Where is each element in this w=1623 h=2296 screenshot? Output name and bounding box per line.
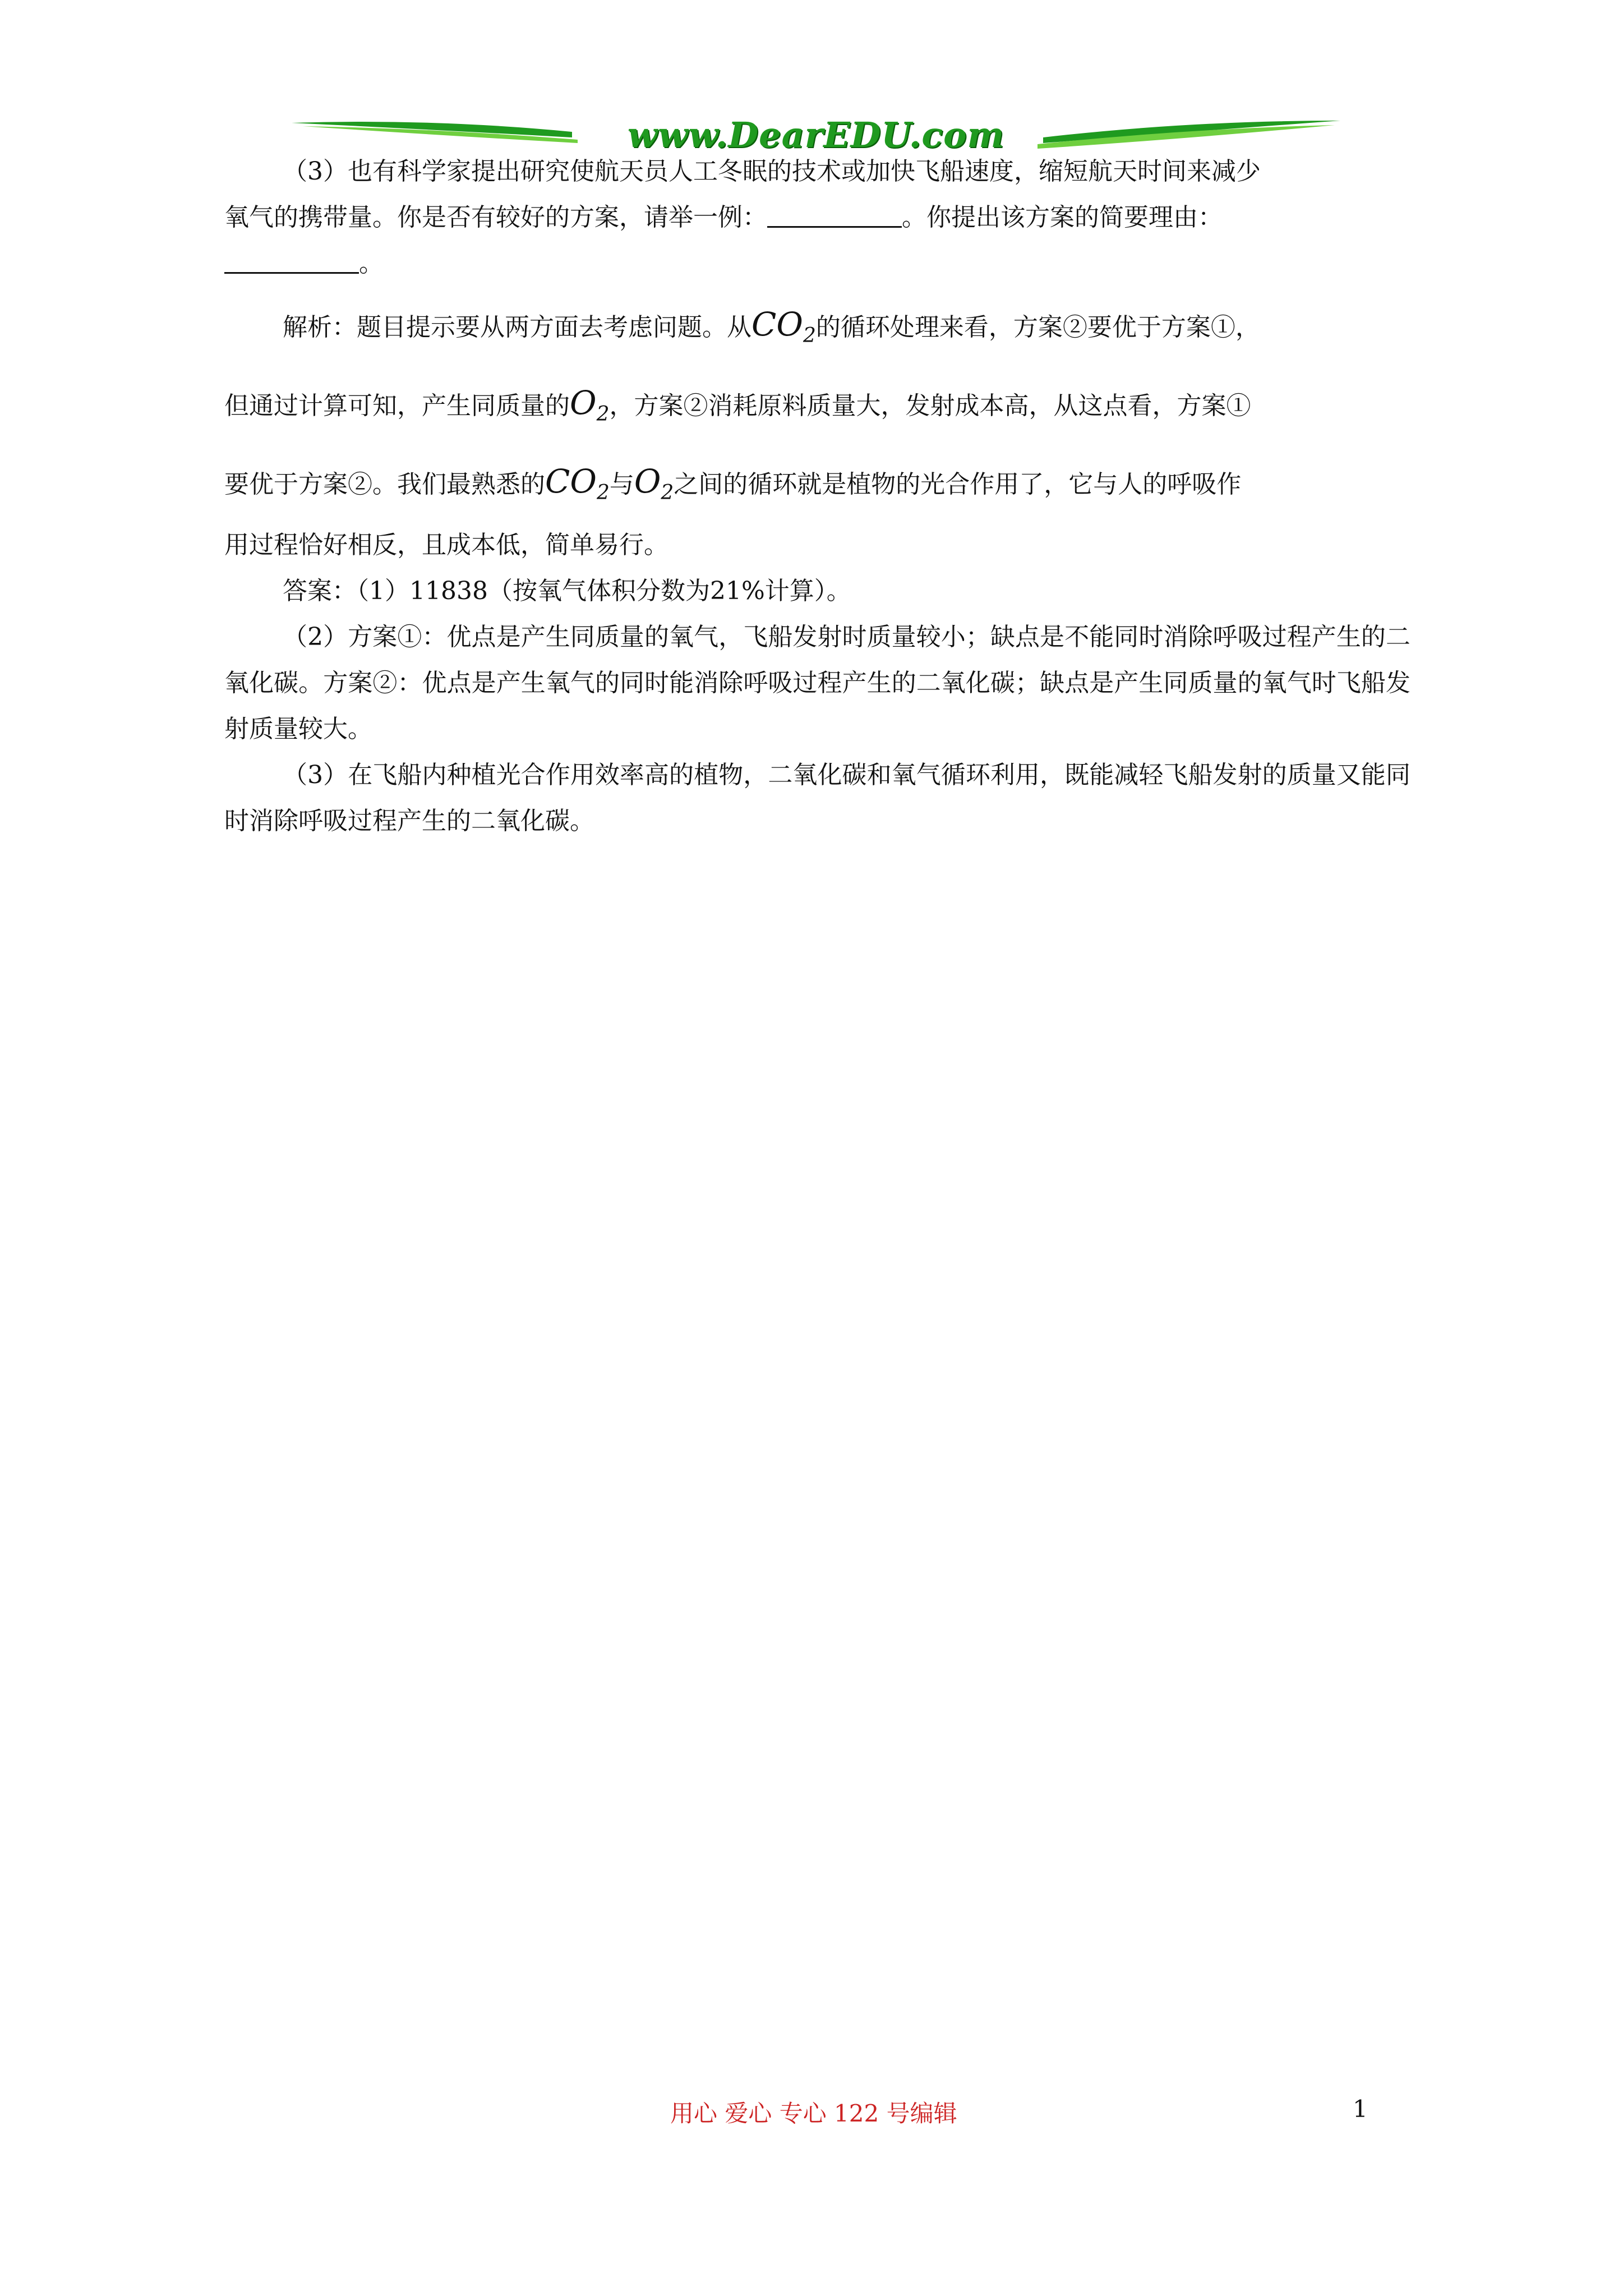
question3-line1: （3）也有科学家提出研究使航天员人工冬眠的技术或加快飞船速度，缩短航天时间来减少 — [283, 157, 1261, 186]
answer-blank-1[interactable] — [767, 201, 902, 228]
question3-line2: 氧气的携带量。你是否有较好的方案，请举一例： 。你提出该方案的简要理由： — [224, 195, 1410, 241]
document-body — [224, 149, 1410, 844]
answer-2: （2）方案①：优点是产生同质量的氧气，飞船发射时质量较小；缺点是不能同时消除呼吸过程产生的二氧化碳。方案②：优点是产生氧气的同时能消除呼吸过程产生的二氧化碳；缺点是产生同质量的氧气时飞船发射质量较大。 — [224, 623, 1410, 743]
analysis-line3: 要优于方案②。我们最熟悉的$CO_2$与$O_2$之间的循环就是植物的光合作用了，它与人的呼吸作 — [224, 462, 1242, 504]
formula-o2: $O_2$ — [570, 384, 610, 426]
formula-o2: $O_2$ — [634, 462, 674, 504]
answer-blank-2[interactable] — [224, 247, 359, 274]
analysis-line4: 用过程恰好相反，且成本低，简单易行。 — [224, 531, 668, 559]
page-number: 1 — [1353, 2095, 1368, 2123]
formula-co2: $CO_2$ — [751, 305, 816, 347]
formula-co2: $CO_2$ — [545, 462, 610, 504]
question3-line3: 。 — [224, 241, 1410, 287]
answer-3: （3）在飞船内种植光合作用效率高的植物，二氧化碳和氧气循环利用，既能减轻飞船发射的质量又能同时消除呼吸过程产生的二氧化碳。 — [224, 761, 1410, 835]
answer-1: 答案：（1）11838（按氧气体积分数为21%计算）。 — [283, 577, 851, 605]
banner-logo-text: www.DearEDU.com — [627, 114, 1005, 155]
analysis-line2: 但通过计算可知，产生同质量的$O_2$，方案②消耗原料质量大，发射成本高，从这点看，方案① — [224, 384, 1251, 426]
footer-text: 用心 爱心 专心 122 号编辑 — [670, 2100, 957, 2127]
analysis-line1: 解析：题目提示要从两方面去考虑问题。从$CO_2$的循环处理来看，方案②要优于方案①， — [283, 305, 1260, 347]
